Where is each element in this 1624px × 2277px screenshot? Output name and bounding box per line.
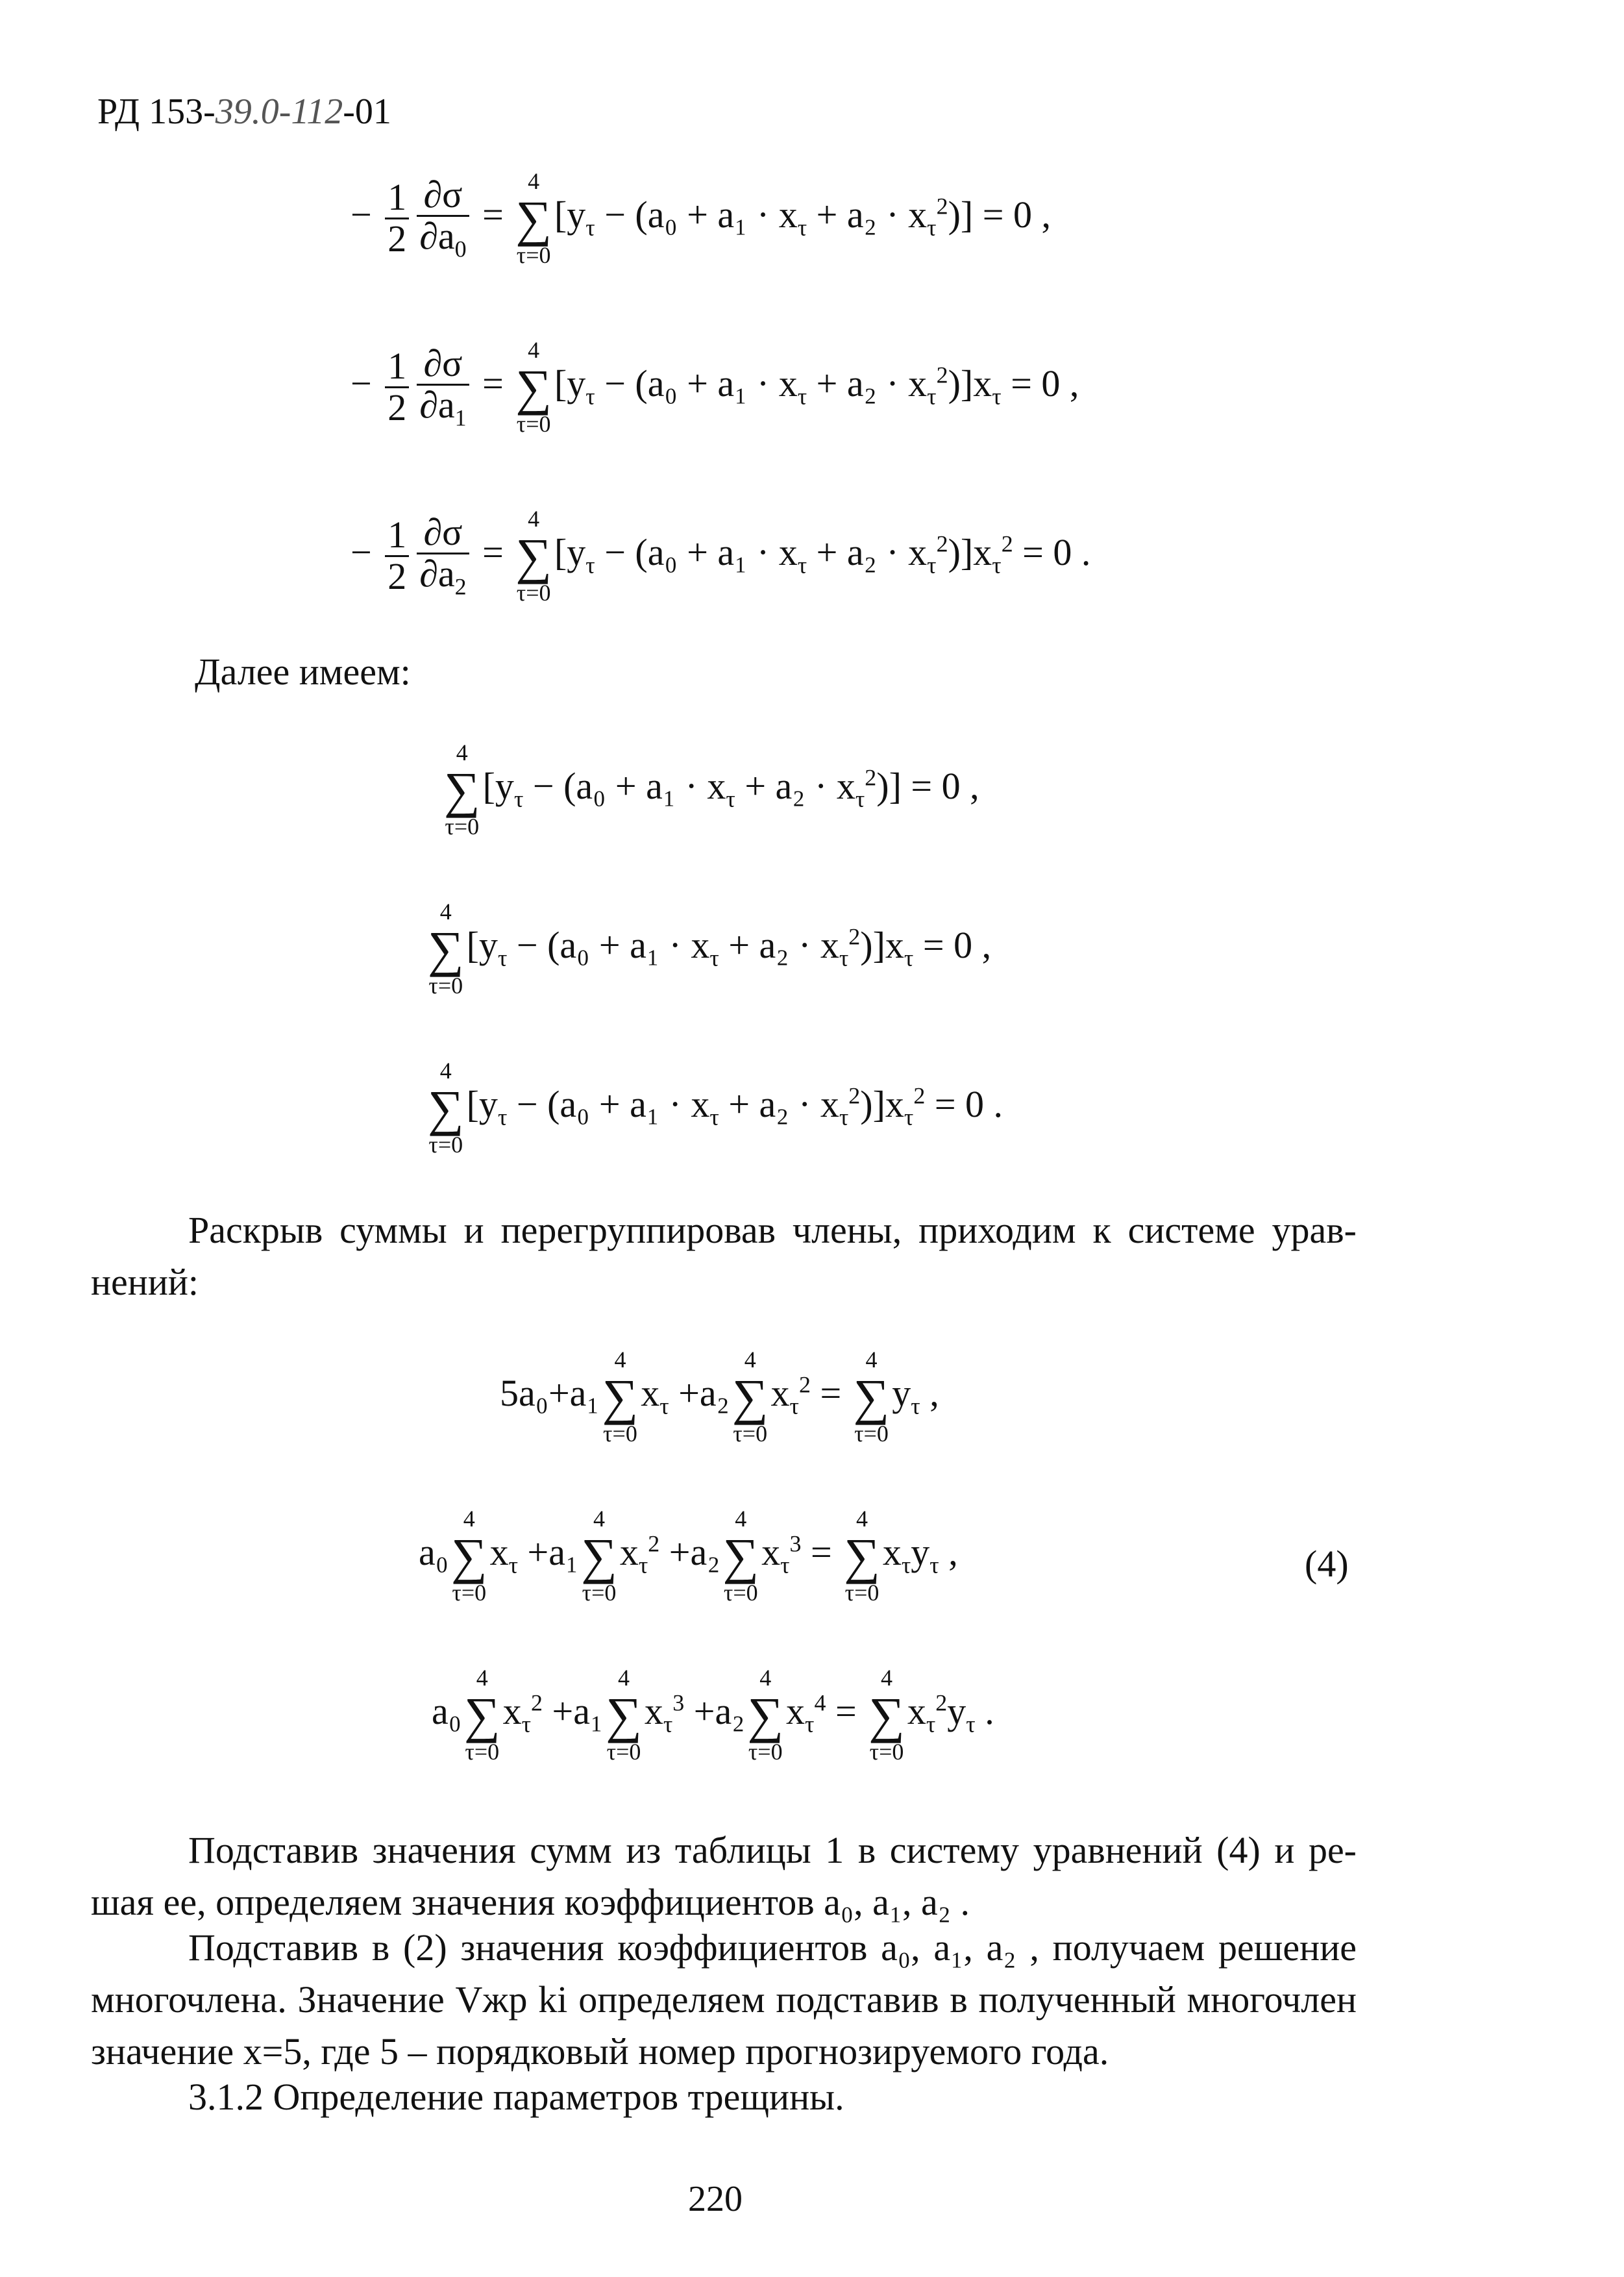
simplified-equation-1: 4 ∑ τ=0 $[y_\tau - (a_0 + a_1 \cdot x_\tau + a_2 \cdot x_\tau^2)] = 0$ , bbox=[444, 740, 979, 840]
system-equation-2: a₀ 4 ∑ τ=0 $x_\tau +a_1$ 4 ∑ τ=0 $x_\tau^2 +a_2$ 4 ∑ τ=0 $x_\tau^3$ = 4 ∑ τ=0 $x_\tau y_\tau$ , bbox=[419, 1506, 958, 1606]
further-text: Далее имеем: bbox=[195, 651, 411, 693]
system-equation-1: 5a₀+a₁ 4 ∑ τ=0 $x_\tau +a_2$ 4 ∑ τ=0 $x_\tau^2$ = 4 ∑ τ=0 $y_\tau$ , bbox=[500, 1347, 939, 1447]
derivative-equation-a2: − $\frac{1}{2}$ $\frac{\partial\sigma}{\partial a_2}$ = 4 ∑ τ=0 $[y_\tau - (a_0 + a_1 \cdot x_\tau + a_2 \cdot x_\tau^2)]x_\tau^2 = 0$ . bbox=[351, 506, 1091, 606]
system-equation-3: a₀ 4 ∑ τ=0 $x_\tau^2 +a_1$ 4 ∑ τ=0 $x_\tau^3 +a_2$ 4 ∑ τ=0 $x_\tau^4$ = 4 ∑ τ=0 $x_\tau^2y_\tau$ . bbox=[432, 1665, 994, 1765]
expand-paragraph: Раскрыв суммы и перегруппировав члены, приходим к системе урав-нений: bbox=[91, 1209, 1357, 1303]
simplified-equation-3: 4 ∑ τ=0 $[y_\tau - (a_0 + a_1 \cdot x_\tau + a_2 \cdot x_\tau^2)]x_\tau^2 = 0$ . bbox=[428, 1058, 1003, 1158]
document-code bbox=[97, 91, 391, 132]
derivative-equation-a1: − $\frac{1}{2}$ $\frac{\partial\sigma}{\partial a_1}$ = 4 ∑ τ=0 $[y_\tau - (a_0 + a_1 \cdot x_\tau + a_2 \cdot x_\tau^2)]x_\tau = 0$ , bbox=[351, 337, 1079, 437]
derivative-equation-a0: − $\frac{1}{2}$ $\frac{\partial\sigma}{\partial a_0}$ = 4 ∑ τ=0 $[y_\tau - (a_0 + a_1 \cdot x_\tau + a_2 \cdot x_\tau^2)] = 0$ , bbox=[351, 168, 1051, 268]
document-code-handwritten: 39.0-112 bbox=[215, 92, 343, 132]
document-code-suffix: -01 bbox=[343, 92, 391, 132]
substitute-paragraph-1: Подставив значения сумм из таблицы 1 в систему уравнений (4) и ре-шая ее, определяем значения коэффициентов a₀, a₁, a₂ . bbox=[91, 1829, 1357, 1923]
page-number: 220 bbox=[688, 2179, 743, 2219]
document-code-prefix: РД 153- bbox=[97, 92, 215, 132]
equation-number: (4) bbox=[1305, 1543, 1349, 1585]
section-heading: 3.1.2 Определение параметров трещины. bbox=[188, 2076, 844, 2118]
substitute-paragraph-2: Подставив в (2) значения коэффициентов a₀, a₁, a₂ , получаем решение многочлена. Значение Vжр ki определяем подставив в полученный многочлен значение x=5, где 5 – порядковый номер прогнозируемого года. bbox=[91, 1926, 1357, 2072]
simplified-equation-2: 4 ∑ τ=0 $[y_\tau - (a_0 + a_1 \cdot x_\tau + a_2 \cdot x_\tau^2)]x_\tau = 0$ , bbox=[428, 899, 992, 999]
